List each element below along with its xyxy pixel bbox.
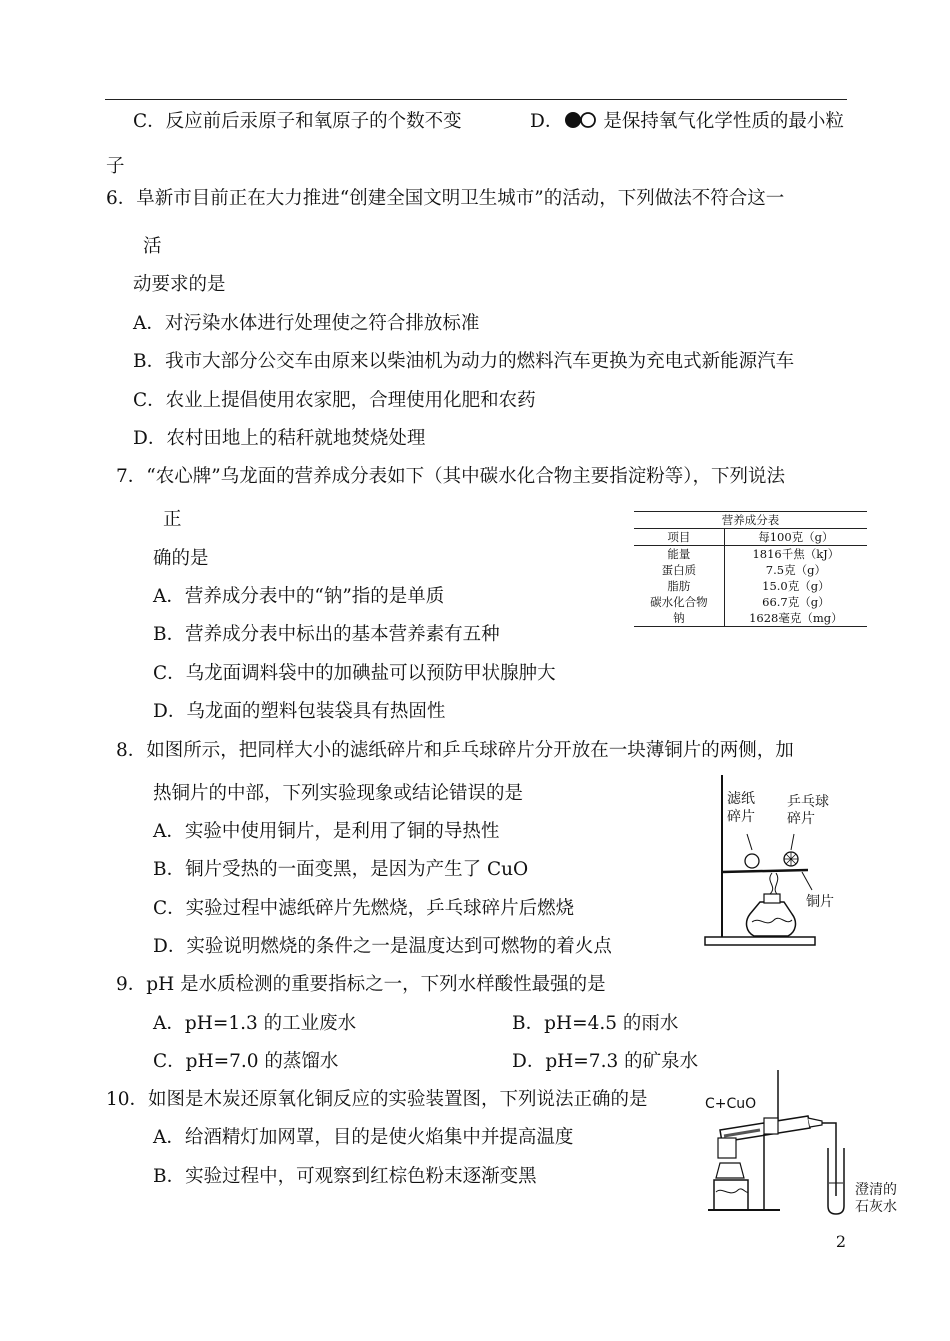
nutrition-value: 66.7克（g） (762, 595, 830, 609)
q6-stem-cont: 动要求的是 (133, 274, 226, 295)
header-rule (105, 99, 847, 100)
table-row (634, 610, 867, 627)
q6-option-d: D．农村田地上的秸秆就地焚烧处理 (133, 428, 426, 449)
q9-option-d: D．pH=7.3 的矿泉水 (512, 1051, 699, 1072)
q6-stem: 6．阜新市目前正在大力推进“创建全国文明卫生城市”的活动，下列做法不符合这一 (106, 188, 785, 209)
q10-apparatus-figure (700, 1068, 910, 1223)
q6-option-c: C．农业上提倡使用农家肥，合理使用化肥和农药 (133, 390, 536, 411)
q7-stem-cont: 确的是 (153, 548, 209, 569)
nutrition-value: 1816千焦（kJ） (752, 547, 840, 561)
q7-option-a: A．营养成分表中的“钠”指的是单质 (153, 586, 445, 607)
label-limewater-1: 澄清的 (855, 1182, 897, 1198)
q9-option-b: B．pH=4.5 的雨水 (512, 1013, 679, 1034)
label-copper: 铜片 (806, 894, 834, 910)
nutrition-item: 能量 (634, 546, 724, 563)
nutrition-table (634, 511, 867, 627)
q7-option-b: B．营养成分表中标出的基本营养素有五种 (153, 624, 500, 645)
q5-option-d-prefix: D． (530, 111, 564, 132)
page-number: 2 (835, 1232, 846, 1251)
table-row (634, 546, 867, 563)
q7-option-c: C．乌龙面调料袋中的加碘盐可以预防甲状腺肿大 (153, 663, 556, 684)
q8-option-a: A．实验中使用铜片，是利用了铜的导热性 (153, 821, 500, 842)
nutrition-value: 15.0克（g） (762, 579, 830, 593)
q7-stem: 7．“农心牌”乌龙面的营养成分表如下（其中碳水化合物主要指淀粉等），下列说法 (116, 466, 785, 487)
q8-stem-cont: 热铜片的中部，下列实验现象或结论错误的是 (153, 783, 524, 804)
nutrition-value: 7.5克（g） (765, 563, 826, 577)
table-row (634, 562, 867, 578)
nutrition-item: 碳水化合物 (634, 594, 724, 610)
nutrition-header-per100: 每100克（g） (724, 529, 867, 546)
label-limewater-2: 石灰水 (855, 1199, 897, 1215)
q8-option-c: C．实验过程中滤纸碎片先燃烧，乒乓球碎片后燃烧 (153, 898, 575, 919)
q8-option-b: B．铜片受热的一面变黑，是因为产生了 CuO (153, 859, 529, 880)
q6-option-b: B．我市大部分公交车由原来以柴油机为动力的燃料汽车更换为充电式新能源汽车 (133, 351, 795, 372)
label-filter-paper-1: 滤纸 (727, 791, 755, 807)
nutrition-item: 脂肪 (634, 578, 724, 594)
q5-option-d-text: 是保持氧气化学性质的最小粒 (603, 111, 844, 132)
label-filter-paper-2: 碎片 (727, 809, 755, 825)
table-row (634, 578, 867, 594)
q5-option-c: C．反应前后汞原子和氧原子的个数不变 (133, 111, 462, 132)
q7-option-d: D．乌龙面的塑料包装袋具有热固性 (153, 701, 446, 722)
q8-stem: 8．如图所示，把同样大小的滤纸碎片和乒乓球碎片分开放在一块薄铜片的两侧，加 (116, 740, 794, 761)
nutrition-item: 钠 (634, 610, 724, 627)
label-pingpong-2: 碎片 (787, 811, 815, 827)
q5-option-d (530, 110, 844, 134)
oxygen-molecule-icon (563, 110, 603, 130)
q9-option-c: C．pH=7.0 的蒸馏水 (153, 1051, 339, 1072)
table-row (634, 594, 867, 610)
q10-stem: 10．如图是木炭还原氧化铜反应的实验装置图，下列说法正确的是 (106, 1089, 648, 1110)
q10-option-a: A．给酒精灯加网罩，目的是使火焰集中并提高温度 (153, 1127, 574, 1148)
label-reactants: C+CuO (705, 1096, 757, 1112)
nutrition-item: 蛋白质 (634, 562, 724, 578)
nutrition-header-item: 项目 (634, 529, 724, 546)
nutrition-value: 1628毫克（mg） (724, 610, 867, 627)
q9-stem: 9．pH 是水质检测的重要指标之一，下列水样酸性最强的是 (116, 974, 606, 995)
q7-stem-wrap: 正 (163, 509, 182, 530)
label-pingpong-1: 乒乓球 (787, 794, 829, 810)
q8-option-d: D．实验说明燃烧的条件之一是温度达到可燃物的着火点 (153, 936, 612, 957)
nutrition-table-title: 营养成分表 (634, 512, 867, 529)
q10-option-b: B．实验过程中，可观察到红棕色粉末逐渐变黑 (153, 1166, 537, 1187)
q6-stem-wrap: 活 (143, 236, 162, 257)
q8-apparatus-figure (700, 770, 850, 950)
q6-option-a: A．对污染水体进行处理使之符合排放标准 (133, 313, 480, 334)
q5-option-d-wrap: 子 (106, 156, 125, 177)
q9-option-a: A．pH=1.3 的工业废水 (153, 1013, 357, 1034)
